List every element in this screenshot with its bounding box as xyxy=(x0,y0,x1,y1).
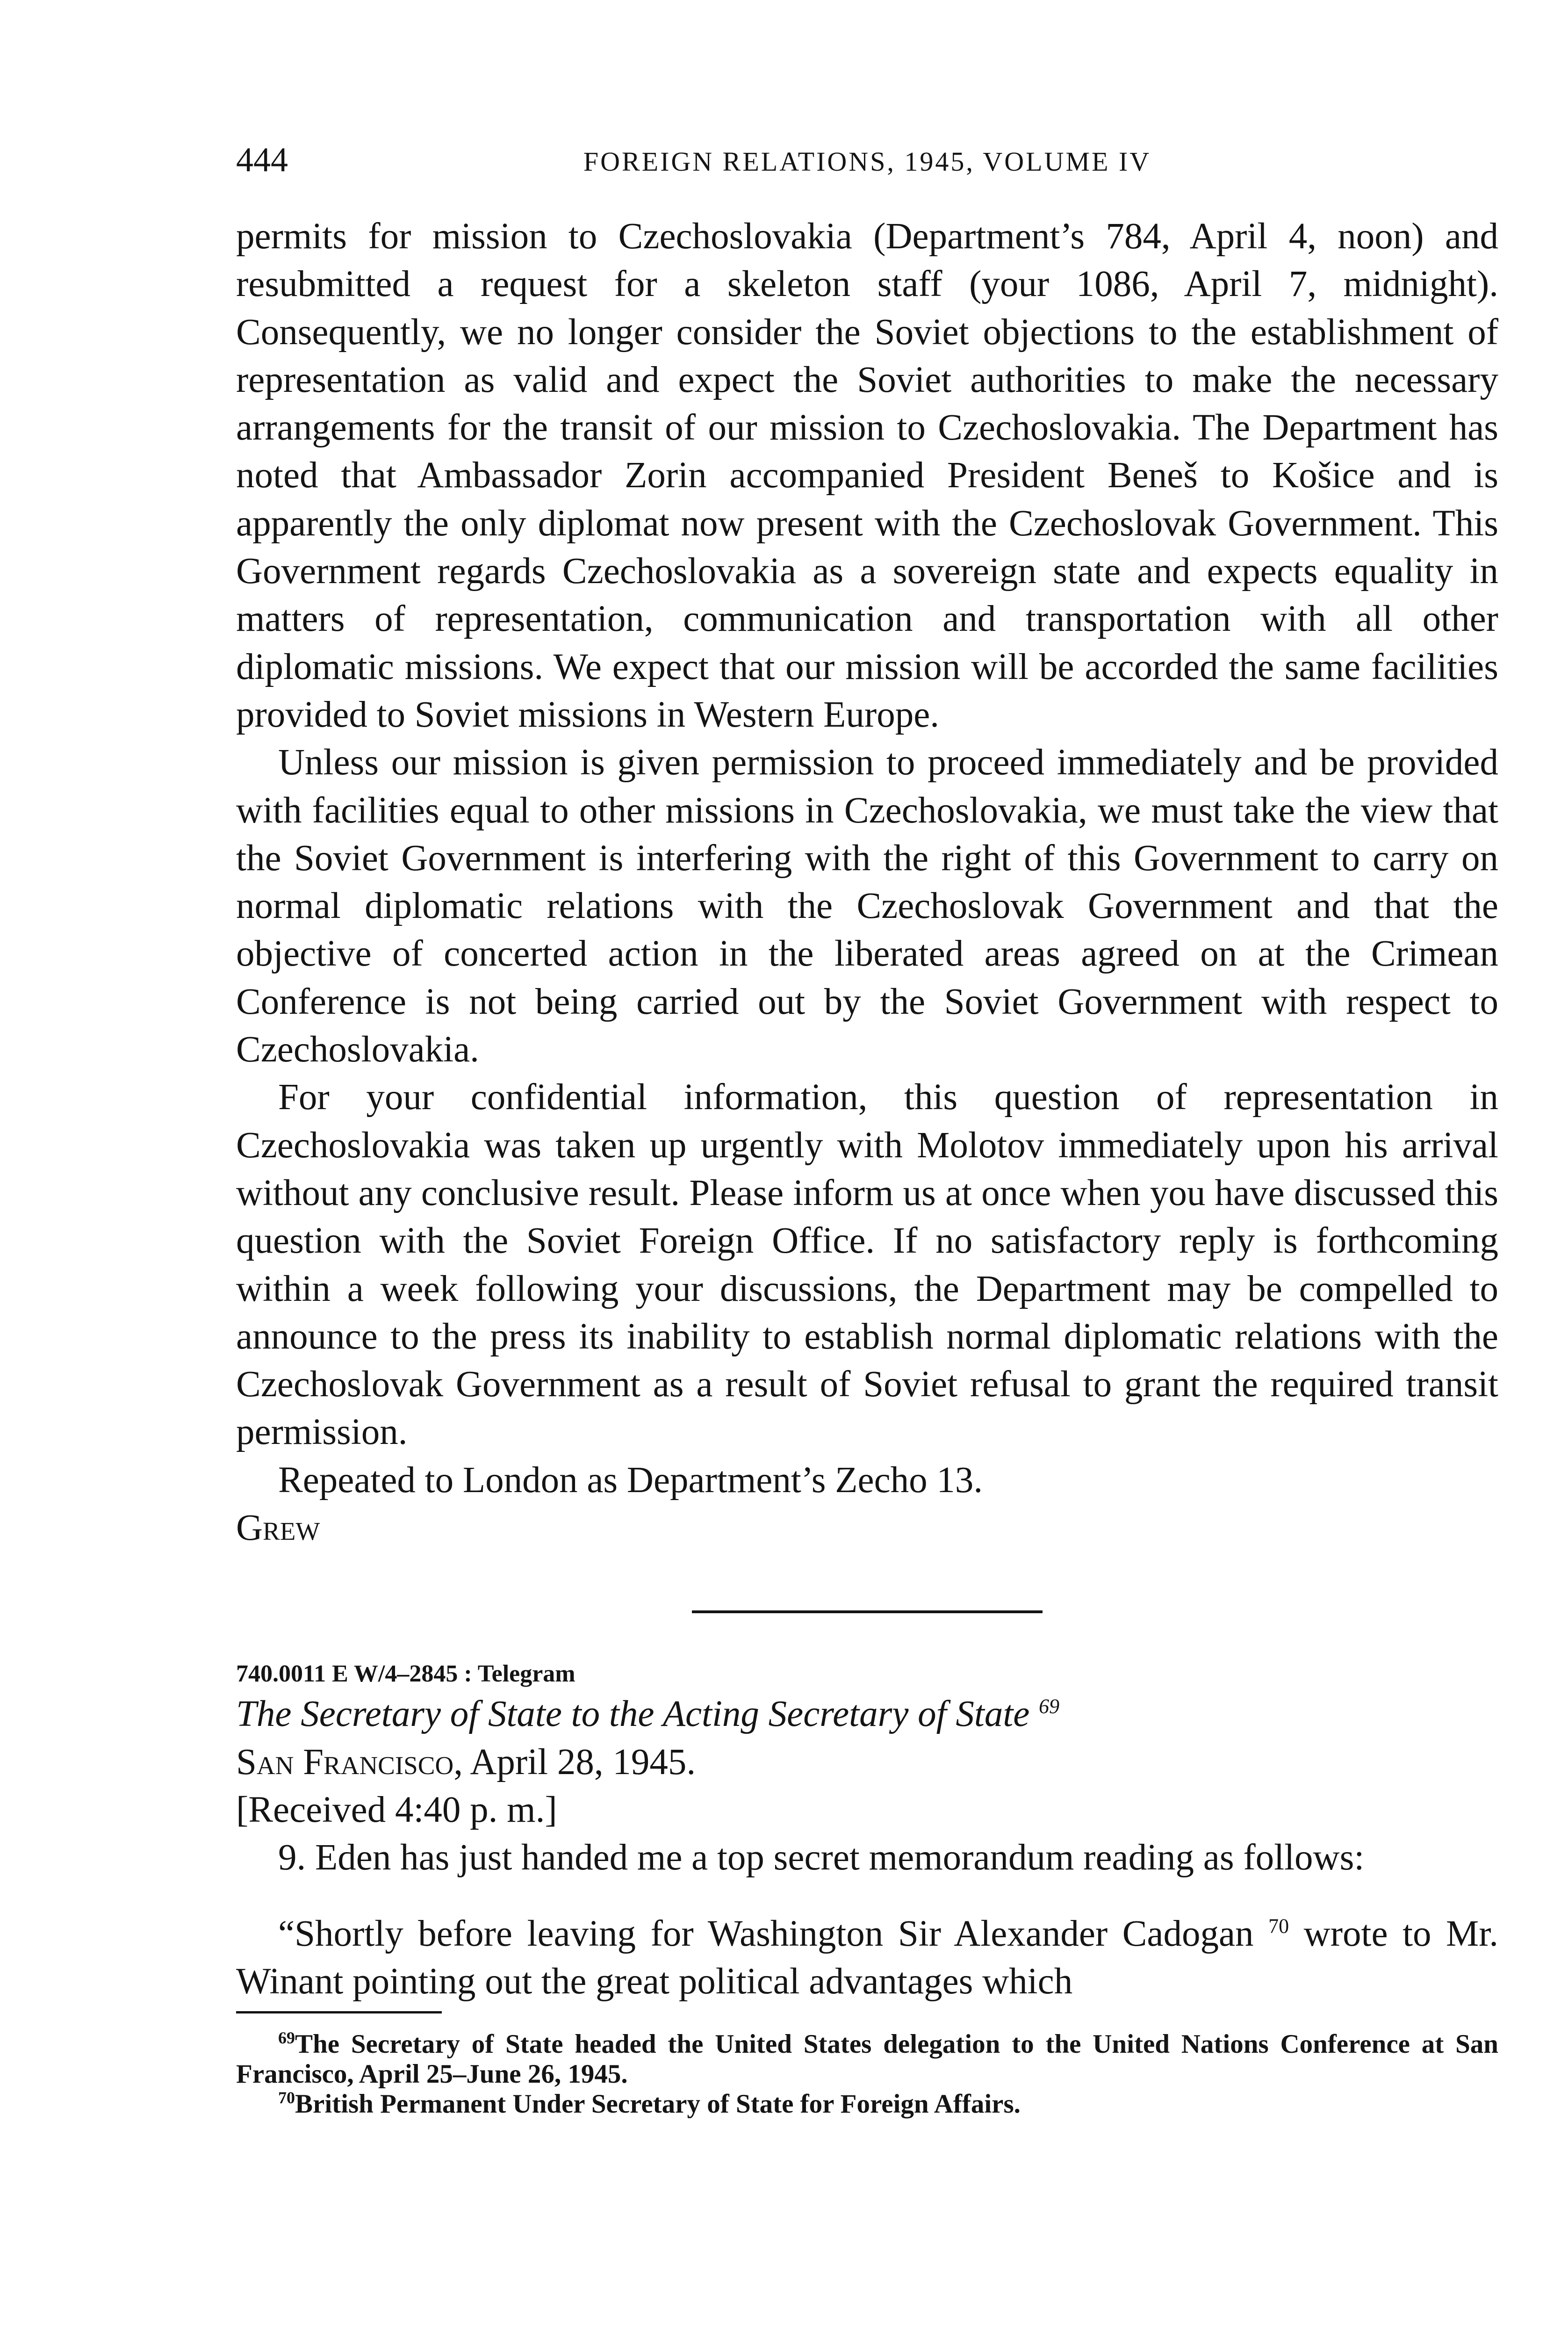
page-body xyxy=(236,213,1498,2119)
dateline-date: , April 28, 1945. xyxy=(453,1741,696,1782)
footnote-text: British Permanent Under Secretary of State for Foreign Affairs. xyxy=(295,2089,1021,2119)
letter-paragraph: permits for mission to Czechoslovakia (Department’s 784, April 4, noon) and resubmitted a request for a skeleton staff (your 1086, April 7, midnight). Consequently, we no longer consider the Soviet objections to the establishment of representation as valid and expect the Soviet authorities to make the necessary arrangements for the transit of our mission to Czechoslovakia. The Department has noted that Ambassador Zorin accompanied President Beneš to Košice and is apparently the only diplomat now present with the Czechoslovak Government. This Government regards Czechoslovakia as a sovereign state and expects equality in matters of representation, communication and transportation with all other diplomatic missions. We expect that our mission will be accorded the same facilities provided to Soviet missions in Western Europe. xyxy=(236,216,1498,735)
footnote-ref: 70 xyxy=(1268,1914,1289,1938)
footnote xyxy=(236,2029,1498,2089)
footnote-marker: 70 xyxy=(278,2088,295,2107)
file-reference: 740.0011 E W/4–2845 : Telegram xyxy=(236,1660,575,1688)
memorandum-quote xyxy=(236,1910,1498,2006)
dateline-place: San Francisco xyxy=(236,1741,454,1782)
letter-paragraph: Repeated to London as Department’s Zecho 13. xyxy=(278,1459,983,1501)
page-number: 444 xyxy=(236,141,288,179)
letter-paragraph: Unless our mission is given permission to proceed immediately and be provided with facilities equal to other missions in Czechoslovakia, we must take the view that the Soviet Government is interfering with the right of this Government to carry on normal diplomatic relations with the Czechoslovak Government and that the objective of concerted action in the liberated areas agreed on at the Crimean Conference is not being carried out by the Soviet Government with respect to Czechoslovakia. xyxy=(236,742,1498,1070)
dateline xyxy=(236,1739,1498,1786)
footnote-ref: 69 xyxy=(1039,1695,1060,1718)
footnotes xyxy=(236,2029,1498,2119)
footnote-marker: 69 xyxy=(278,2028,295,2048)
letter-paragraph: For your confidential information, this question of representation in Czechoslovakia was taken up urgently with Molotov immediately upon his arrival without any conclusive result. Please inform us at once when you have discussed this question with the Soviet Foreign Office. If no satisfactory reply is forthcoming within a week following your discussions, the Department may be compelled to announce to the press its inability to establish normal diplomatic relations with the Czechoslovak Government as a result of Soviet refusal to grant the required transit permission. xyxy=(236,1077,1498,1453)
footnote-text: The Secretary of State headed the United States delegation to the United Nations Conference at San Francisco, April 25–June 26, 1945. xyxy=(236,2029,1498,2089)
section-divider xyxy=(692,1610,1043,1613)
document-heading xyxy=(236,1690,1498,1738)
footnote xyxy=(236,2089,1498,2119)
signature: Grew xyxy=(236,1508,320,1549)
running-header xyxy=(236,140,1498,192)
quote-text: “Shortly before leaving for Washington Sir Alexander Cadogan xyxy=(278,1913,1254,1954)
heading-text: The Secretary of State to the Acting Secretary of State xyxy=(236,1694,1030,1735)
telegram-paragraph: 9. Eden has just handed me a top secret memorandum reading as follows: xyxy=(278,1837,1365,1878)
quote-text: wrote to Mr. Winant pointing out the great political advantages which xyxy=(236,1913,1498,2002)
running-title: FOREIGN RELATIONS, 1945, VOLUME IV xyxy=(583,146,1151,177)
footnote-divider xyxy=(236,2011,442,2013)
received-time: [Received 4:40 p. m.] xyxy=(236,1789,557,1830)
